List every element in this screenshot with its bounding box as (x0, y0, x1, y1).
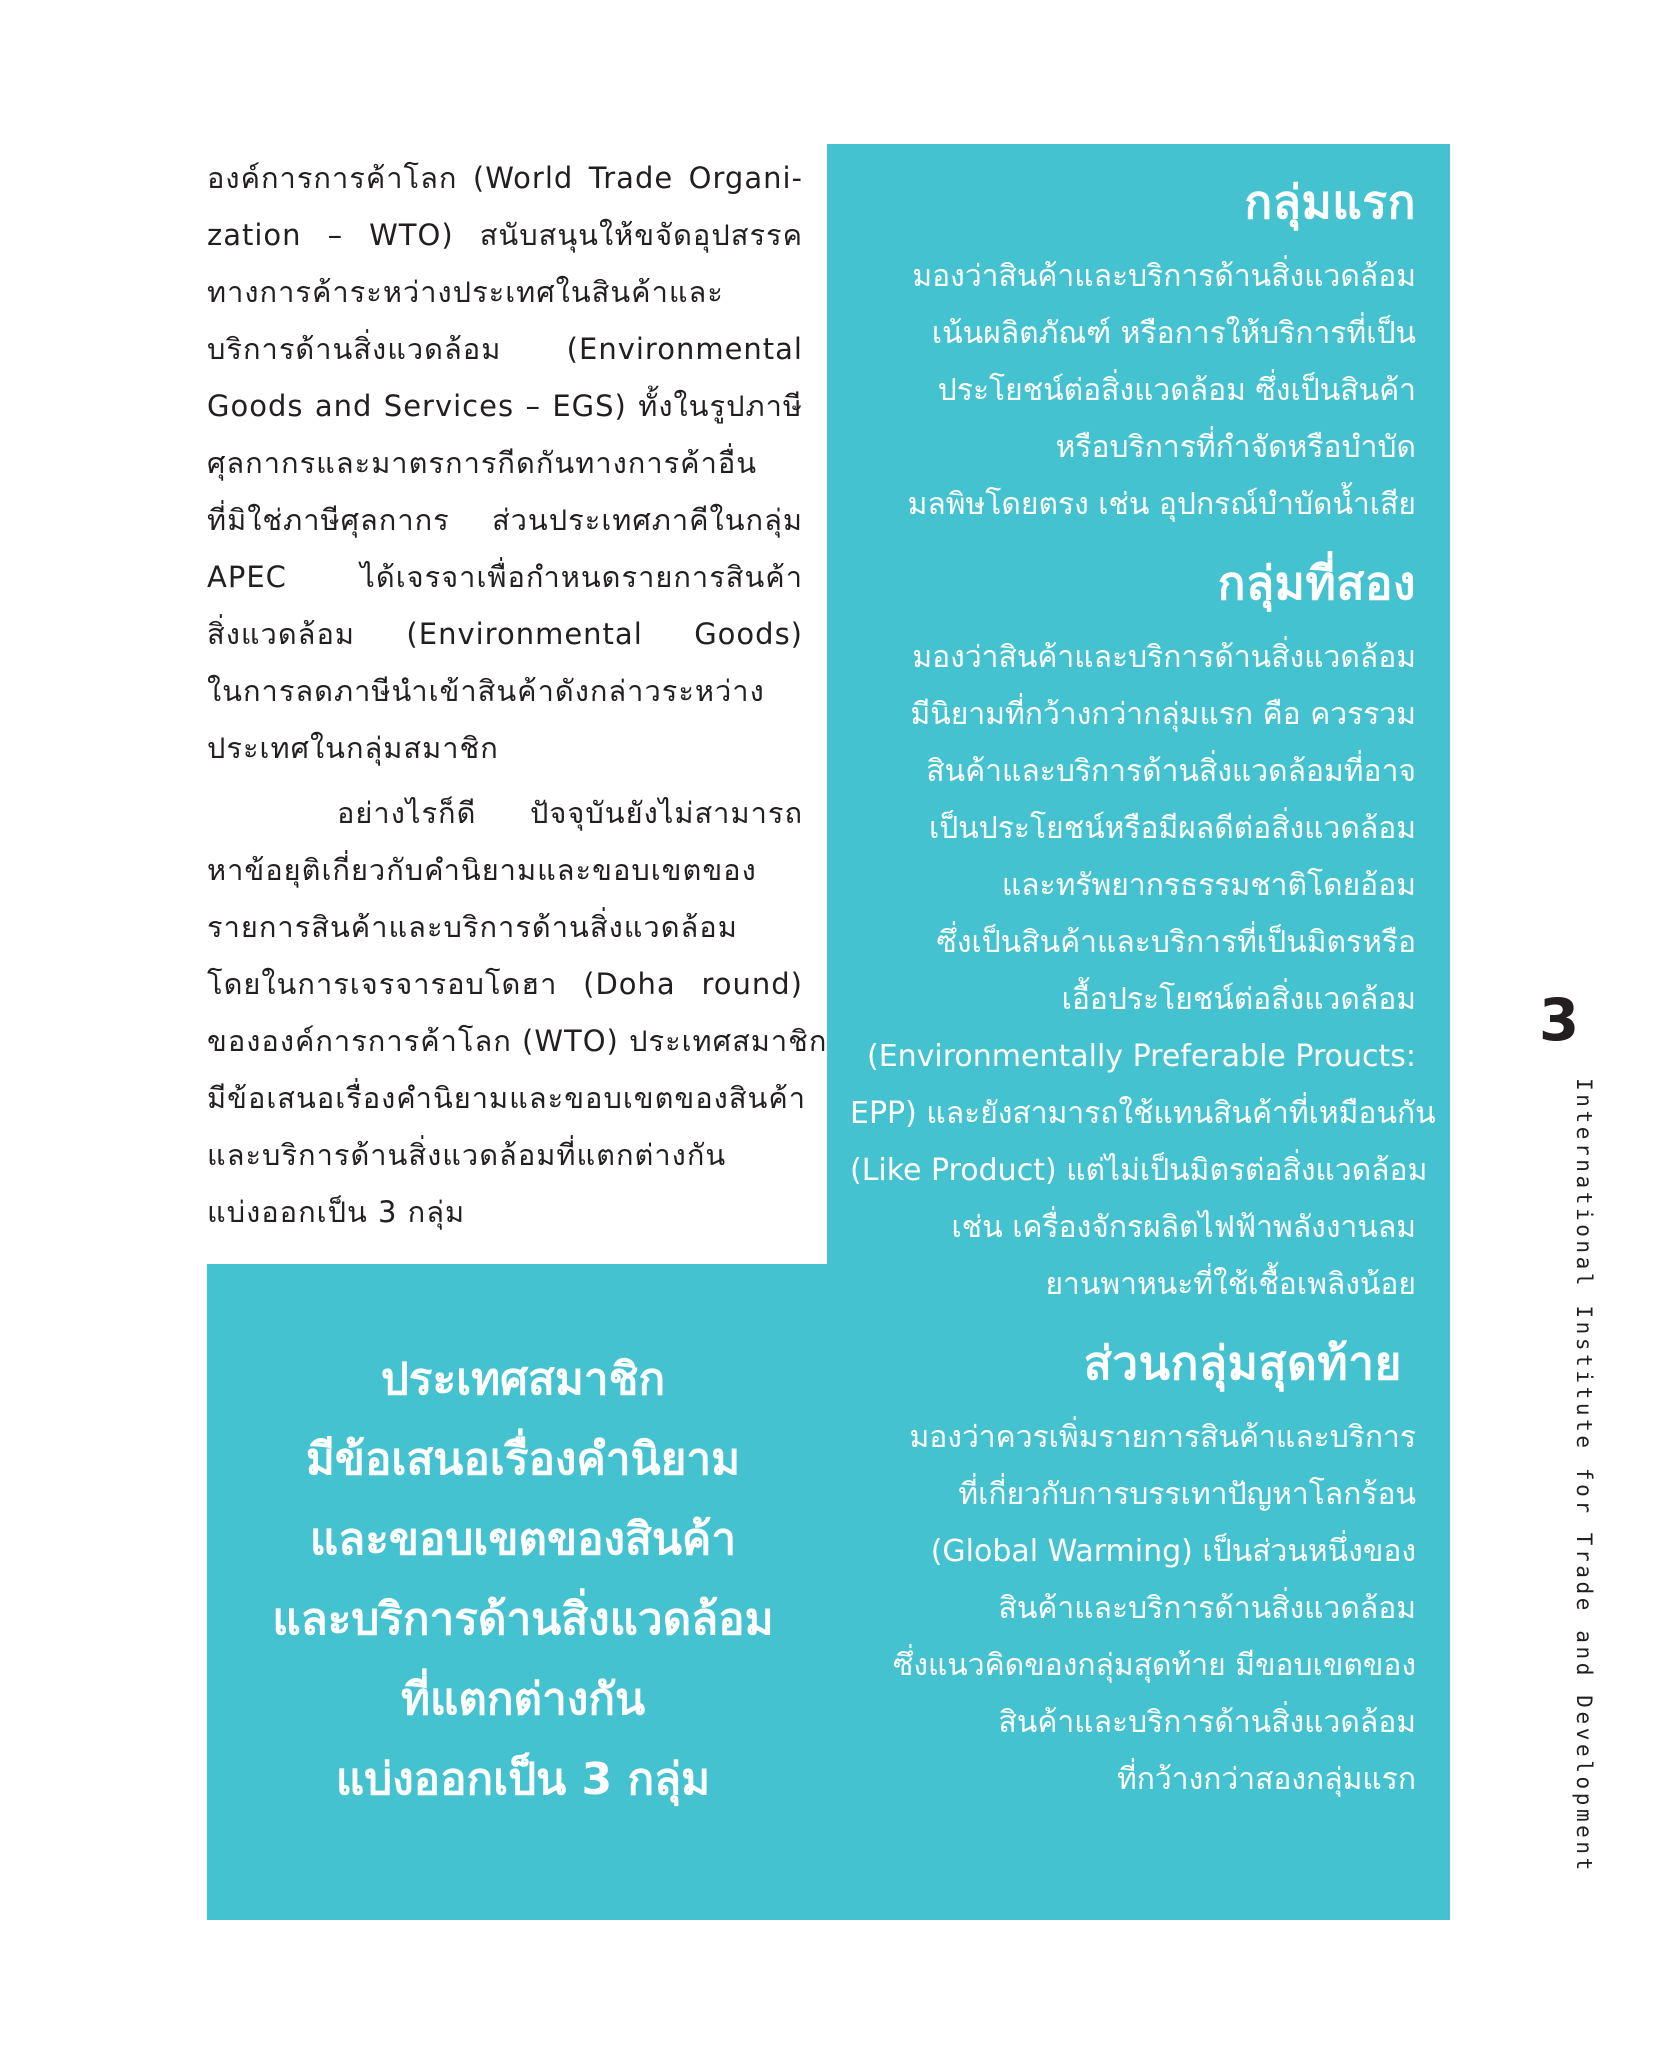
group-line: ซึ่งแนวคิดของกลุ่มสุดท้าย มีขอบเขตของ (892, 1648, 1416, 1683)
callout-line: และขอบเขตของสินค้า (309, 1514, 737, 1565)
page-number: 3 (1538, 986, 1580, 1054)
group-line: เน้นผลิตภัณฑ์ หรือการให้บริการที่เป็น (931, 316, 1416, 351)
group-line: มลพิษโดยตรง เช่น อุปกรณ์บำบัดน้ำเสีย (907, 487, 1416, 522)
group-line: ที่เกี่ยวกับการบรรเทาปัญหาโลกร้อน (958, 1477, 1416, 1512)
group-heading: กลุ่มแรก (1244, 175, 1416, 229)
group-heading: กลุ่มที่สอง (1217, 556, 1416, 610)
group-line: (Like Product) แต่ไม่เป็นมิตรต่อสิ่งแวดล้อม (850, 1153, 1428, 1188)
side-label: International Institute for Trade and Development (1572, 1078, 1596, 1874)
group-first (850, 170, 1416, 533)
paragraph-line: องค์การการค้าโลก (World Trade Organi- (207, 161, 803, 195)
paragraph-line: ประเทศในกลุ่มสมาชิก (207, 731, 499, 765)
callout-box (207, 1340, 839, 1820)
paragraph-line: ทางการค้าระหว่างประเทศในสินค้าและ (207, 275, 724, 309)
group-line: ที่กว้างกว่าสองกลุ่มแรก (1116, 1762, 1416, 1797)
paragraph-line: บริการด้านสิ่งแวดล้อม (Environmental (207, 332, 803, 366)
paragraph-1 (207, 150, 803, 777)
paragraph-line: ศุลกากรและมาตรการกีดกันทางการค้าอื่น (207, 446, 758, 480)
group-last (850, 1331, 1416, 1808)
group-line: (Global Warming) เป็นส่วนหนึ่งของ (930, 1534, 1416, 1569)
group-line: มีนิยามที่กว้างกว่ากลุ่มแรก คือ ควรรวม (910, 697, 1416, 732)
group-line: มองว่าควรเพิ่มรายการสินค้าและบริการ (909, 1420, 1416, 1455)
group-heading: ส่วนกลุ่มสุดท้าย (1083, 1336, 1402, 1390)
group-line: ประโยชน์ต่อสิ่งแวดล้อม ซึ่งเป็นสินค้า (937, 373, 1416, 408)
paragraph-line: รายการสินค้าและบริการด้านสิ่งแวดล้อม (207, 910, 738, 944)
callout-line: ประเทศสมาชิก (380, 1354, 666, 1405)
paragraph-line: zation – WTO) สนับสนุนให้ขจัดอุปสรรค (207, 218, 803, 252)
paragraph-line: Goods and Services – EGS) ทั้งในรูปภาษี (207, 389, 803, 423)
group-line: และทรัพยากรธรรมชาติโดยอ้อม (1001, 868, 1416, 903)
paragraph-line: หาข้อยุติเกี่ยวกับคำนิยามและขอบเขตของ (207, 853, 757, 887)
group-line: ยานพาหนะที่ใช้เชื้อเพลิงน้อย (1045, 1267, 1416, 1302)
group-line: EPP) และยังสามารถใช้แทนสินค้าที่เหมือนกัน (850, 1096, 1436, 1131)
callout-line: ที่แตกต่างกัน (400, 1674, 646, 1725)
paragraph-line: ขององค์การการค้าโลก (WTO) ประเทศสมาชิก (207, 1024, 828, 1058)
paragraph-line: APEC ได้เจรจาเพื่อกำหนดรายการสินค้า (207, 560, 803, 594)
paragraph-2 (207, 785, 828, 1241)
group-line: ซึ่งเป็นสินค้าและบริการที่เป็นมิตรหรือ (936, 925, 1416, 960)
group-line: มองว่าสินค้าและบริการด้านสิ่งแวดล้อม (912, 259, 1416, 294)
group-line: เป็นประโยชน์หรือมีผลดีต่อสิ่งแวดล้อม (928, 811, 1416, 846)
callout-line: และบริการด้านสิ่งแวดล้อม (272, 1594, 774, 1645)
callout-line: มีข้อเสนอเรื่องคำนิยาม (305, 1434, 741, 1485)
paragraph-line: โดยในการเจรจารอบโดฮา (Doha round) (207, 967, 803, 1001)
callout-line: แบ่งออกเป็น 3 กลุ่ม (335, 1754, 711, 1805)
paragraph-line: อย่างไรก็ดี ปัจจุบันยังไม่สามารถ (337, 796, 803, 830)
group-line: สินค้าและบริการด้านสิ่งแวดล้อม (998, 1591, 1416, 1626)
group-second (850, 551, 1436, 1313)
paragraph-gap (207, 777, 803, 785)
groups-panel (850, 170, 1436, 1826)
group-line: สินค้าและบริการด้านสิ่งแวดล้อมที่อาจ (926, 754, 1416, 789)
body-text (207, 150, 828, 1241)
group-line: เอื้อประโยชน์ต่อสิ่งแวดล้อม (1061, 982, 1416, 1017)
group-line: มองว่าสินค้าและบริการด้านสิ่งแวดล้อม (912, 640, 1416, 675)
paragraph-line: ที่มิใช่ภาษีศุลกากร ส่วนประเทศภาคีในกลุ่ม (207, 503, 803, 537)
group-line: สินค้าและบริการด้านสิ่งแวดล้อม (998, 1705, 1416, 1740)
group-line: หรือบริการที่กำจัดหรือบำบัด (1055, 430, 1416, 465)
group-line: (Environmentally Preferable Proucts: (866, 1039, 1416, 1074)
paragraph-line: สิ่งแวดล้อม (Environmental Goods) (207, 617, 803, 651)
paragraph-line: มีข้อเสนอเรื่องคำนิยามและขอบเขตของสินค้า (207, 1081, 807, 1115)
paragraph-line: และบริการด้านสิ่งแวดล้อมที่แตกต่างกัน (207, 1138, 727, 1172)
paragraph-line: ในการลดภาษีนำเข้าสินค้าดังกล่าวระหว่าง (207, 674, 765, 708)
paragraph-line: แบ่งออกเป็น 3 กลุ่ม (207, 1195, 466, 1229)
group-line: เช่น เครื่องจักรผลิตไฟฟ้าพลังงานลม (951, 1210, 1416, 1245)
